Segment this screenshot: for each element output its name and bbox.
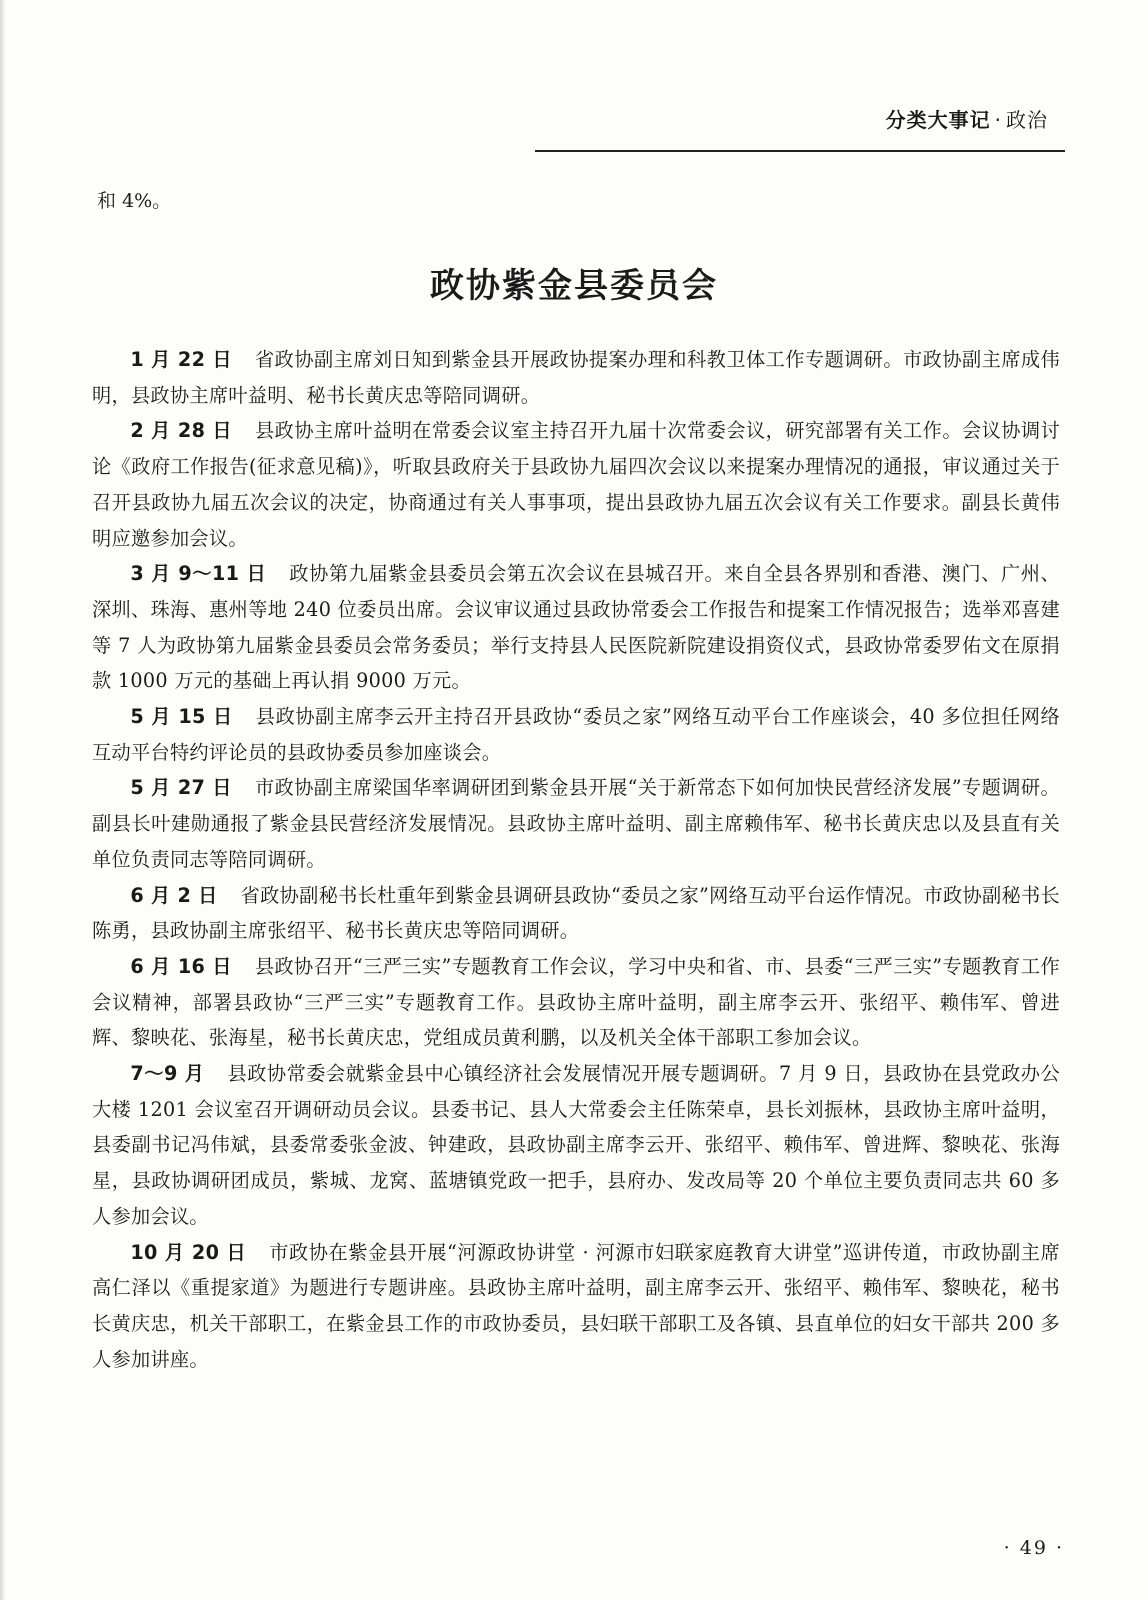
running-header-subcategory: 政治 bbox=[1006, 108, 1048, 132]
event-date: 3 月 9～11 日 bbox=[130, 562, 267, 586]
page-number: · 49 · bbox=[1003, 1537, 1064, 1559]
event-text: 政协第九届紫金县委员会第五次会议在县城召开。来自全县各界别和香港、澳门、广州、深圳、珠海、惠州等地 240 位委员出席。会议审议通过县政协常委会工作报告和提案工作情况报告；选举邓喜建等 7 人为政协第九届紫金县委员会常务委员；举行支持县人民医院新院建设捐资仪式，县政协常委罗佑文在原捐款 1000 万元的基础上再认捐 9000 万元。 bbox=[92, 562, 1060, 693]
event-date: 6 月 2 日 bbox=[130, 883, 218, 907]
event-text: 市政协副主席梁国华率调研团到紫金县开展“关于新常态下如何加快民营经济发展”专题调研。副县长叶建勋通报了紫金县民营经济发展情况。县政协主席叶益明、副主席赖伟军、秘书长黄庆忠以及县直有关单位负责同志等陪同调研。 bbox=[92, 776, 1061, 871]
event-text: 县政协召开“三严三实”专题教育工作会议，学习中央和省、市、县委“三严三实”专题教育工作会议精神，部署县政协“三严三实”专题教育工作。县政协主席叶益明，副主席李云开、张绍平、赖伟军、曾进辉、黎映花、张海星，秘书长黄庆忠，党组成员黄利鹏，以及机关全体干部职工参加会议。 bbox=[92, 954, 1060, 1050]
event-text: 县政协主席叶益明在常委会议室主持召开九届十次常委会议，研究部署有关工作。会议协调讨论《政府工作报告(征求意见稿)》，听取县政府关于县政协九届四次会议以来提案办理情况的通报，审议通过关于召开县政协九届五次会议的决定，协商通过有关人事事项，提出县政协九届五次会议有关工作要求。副县长黄伟明应邀参加会议。 bbox=[92, 419, 1060, 550]
event-date: 7～9 月 bbox=[130, 1062, 205, 1086]
event-text: 市政协在紫金县开展“河源政协讲堂 · 河源市妇联家庭教育大讲堂”巡讲传道，市政协副主席高仁泽以《重提家道》为题进行专题讲座。县政协主席叶益明，副主席李云开、张绍平、赖伟军、黎映花，秘书长黄庆忠，机关干部职工，在紫金县工作的市政协委员，县妇联干部职工及各镇、县直单位的妇女干部共 200 多人参加讲座。 bbox=[92, 1240, 1060, 1371]
carry-over-text: 和 4%。 bbox=[97, 190, 172, 212]
event-date: 10 月 20 日 bbox=[130, 1240, 247, 1264]
event-text: 县政协常委会就紫金县中心镇经济社会发展情况开展专题调研。7 月 9 日，县政协在县党政办公大楼 1201 会议室召开调研动员会议。县委书记、县人大常委会主任陈荣卓，县长刘振林，县政协主席叶益明，县委副书记冯伟斌，县委常委张金波、钟建政，县政协副主席李云开、张绍平、赖伟军、曾进辉、黎映花、张海星，县政协调研团成员，紫城、龙窝、蓝塘镇党政一把手，县府办、发改局等 20 个单位主要负责同志共 60 多人参加会议。 bbox=[92, 1062, 1060, 1228]
event-date: 1 月 22 日 bbox=[130, 348, 233, 371]
header-rule bbox=[535, 150, 1065, 152]
running-header bbox=[886, 104, 1048, 133]
event-entry bbox=[92, 949, 1060, 1056]
event-entry bbox=[92, 699, 1060, 770]
event-text: 省政协副秘书长杜重年到紫金县调研县政协“委员之家”网络互动平台运作情况。市政协副秘书长陈勇，县政协副主席张绍平、秘书长黄庆忠等陪同调研。 bbox=[92, 883, 1060, 943]
event-date: 6 月 16 日 bbox=[130, 954, 232, 978]
event-entry bbox=[92, 1235, 1060, 1378]
event-entry bbox=[92, 770, 1060, 877]
event-list bbox=[92, 342, 1060, 1377]
page-edge-shadow bbox=[0, 0, 6, 1600]
event-entry bbox=[92, 878, 1060, 949]
event-text: 县政协副主席李云开主持召开县政协“委员之家”网络互动平台工作座谈会，40 多位担任网络互动平台特约评论员的县政协委员参加座谈会。 bbox=[92, 705, 1060, 764]
section-title: 政协紫金县委员会 bbox=[430, 266, 718, 306]
event-entry bbox=[92, 413, 1060, 556]
event-entry bbox=[92, 342, 1060, 413]
event-date: 5 月 15 日 bbox=[130, 705, 233, 729]
event-entry bbox=[92, 1056, 1060, 1235]
running-header-separator: · bbox=[994, 108, 1002, 132]
event-date: 5 月 27 日 bbox=[130, 776, 232, 800]
running-header-category: 分类大事记 bbox=[885, 108, 991, 132]
event-entry bbox=[92, 556, 1060, 699]
event-text: 省政协副主席刘日知到紫金县开展政协提案办理和科教卫体工作专题调研。市政协副主席成伟明，县政协主席叶益明、秘书长黄庆忠等陪同调研。 bbox=[92, 348, 1060, 407]
event-date: 2 月 28 日 bbox=[130, 419, 233, 443]
